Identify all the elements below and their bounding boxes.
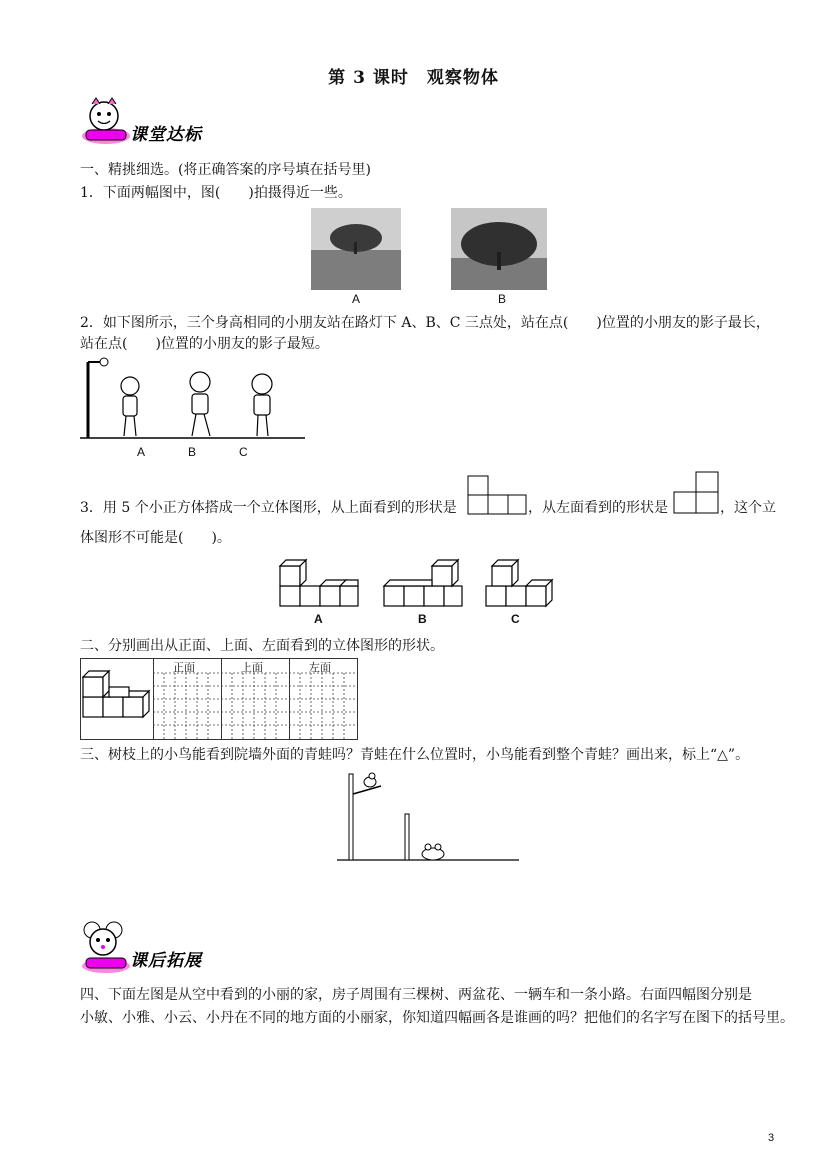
question-2-line2: 站在点( )位置的小朋友的影子最短。 (80, 336, 329, 352)
point-label-c: C (239, 445, 248, 459)
point-label-a: A (137, 445, 146, 459)
cube-option-b (384, 558, 464, 610)
part4-line1: 四、下面左图是从空中看到的小丽的家，房子周围有三棵树、两盆花、一辆车和一条小路。右面四幅图分别是 (80, 987, 752, 1003)
point-label-b: B (188, 445, 197, 459)
top-view-shape (468, 476, 528, 516)
section-banner-after-class (78, 920, 228, 976)
question-3-line2: 体图形不可能是( )。 (80, 530, 231, 546)
page-title: 第 3 课时 观察物体 (328, 68, 499, 88)
streetlight-children-figure (80, 352, 310, 442)
cube-option-a (280, 558, 360, 610)
grid-header-top: 上面 (241, 662, 263, 674)
tree-photo-a (311, 208, 401, 290)
question-2-line1: 2．如下图所示，三个身高相同的小朋友站在路灯下 A、B、C 三点处，站在点( )位置的小朋友的影子最长， (80, 315, 770, 331)
question-3-part-b: ，从左面看到的形状是 (528, 500, 668, 516)
photo-label-a: A (352, 292, 361, 306)
cube-option-c (486, 558, 556, 610)
grid-header-front: 正面 (173, 662, 195, 674)
bird-wall-frog-figure (337, 768, 521, 864)
part3-heading: 三、树枝上的小鸟能看到院墙外面的青蛙吗？青蛙在什么位置时，小鸟能看到整个青蛙？画出来，标上“△”。 (80, 747, 750, 763)
question-3-part-a: 3．用 5 个小正方体搭成一个立体图形，从上面看到的形状是 (80, 500, 457, 516)
option-label-b: B (418, 612, 427, 626)
question-3-part-c: ，这个立 (720, 500, 776, 516)
part4-line2: 小敏、小雅、小云、小丹在不同的地方面的小丽家，你知道四幅画各是谁画的吗？把他们的名字写在图下的括号里。 (80, 1010, 794, 1026)
page-number: 3 (768, 1132, 775, 1144)
section-banner-class (78, 96, 228, 148)
dotted-grid (153, 673, 357, 739)
cartoon-mouse-icon (78, 920, 138, 976)
section-banner-text-2: 课后拓展 (130, 951, 202, 971)
option-label-c: C (511, 612, 520, 626)
photo-label-b: B (498, 292, 507, 306)
option-label-a: A (314, 612, 323, 626)
part1-heading: 一、精挑细选。(将正确答案的序号填在括号里) (80, 162, 371, 178)
part2-heading: 二、分别画出从正面、上面、左面看到的立体图形的形状。 (80, 638, 444, 654)
tree-photo-b (451, 208, 547, 290)
drawing-table (80, 658, 358, 740)
grid-header-left: 左面 (309, 662, 331, 674)
section-banner-text: 课堂达标 (130, 125, 202, 145)
cube-figure-part2 (83, 673, 155, 733)
question-1: 1．下面两幅图中，图( )拍摄得近一些。 (80, 185, 352, 201)
cartoon-mascot-icon (78, 96, 138, 148)
left-view-shape (674, 472, 720, 516)
